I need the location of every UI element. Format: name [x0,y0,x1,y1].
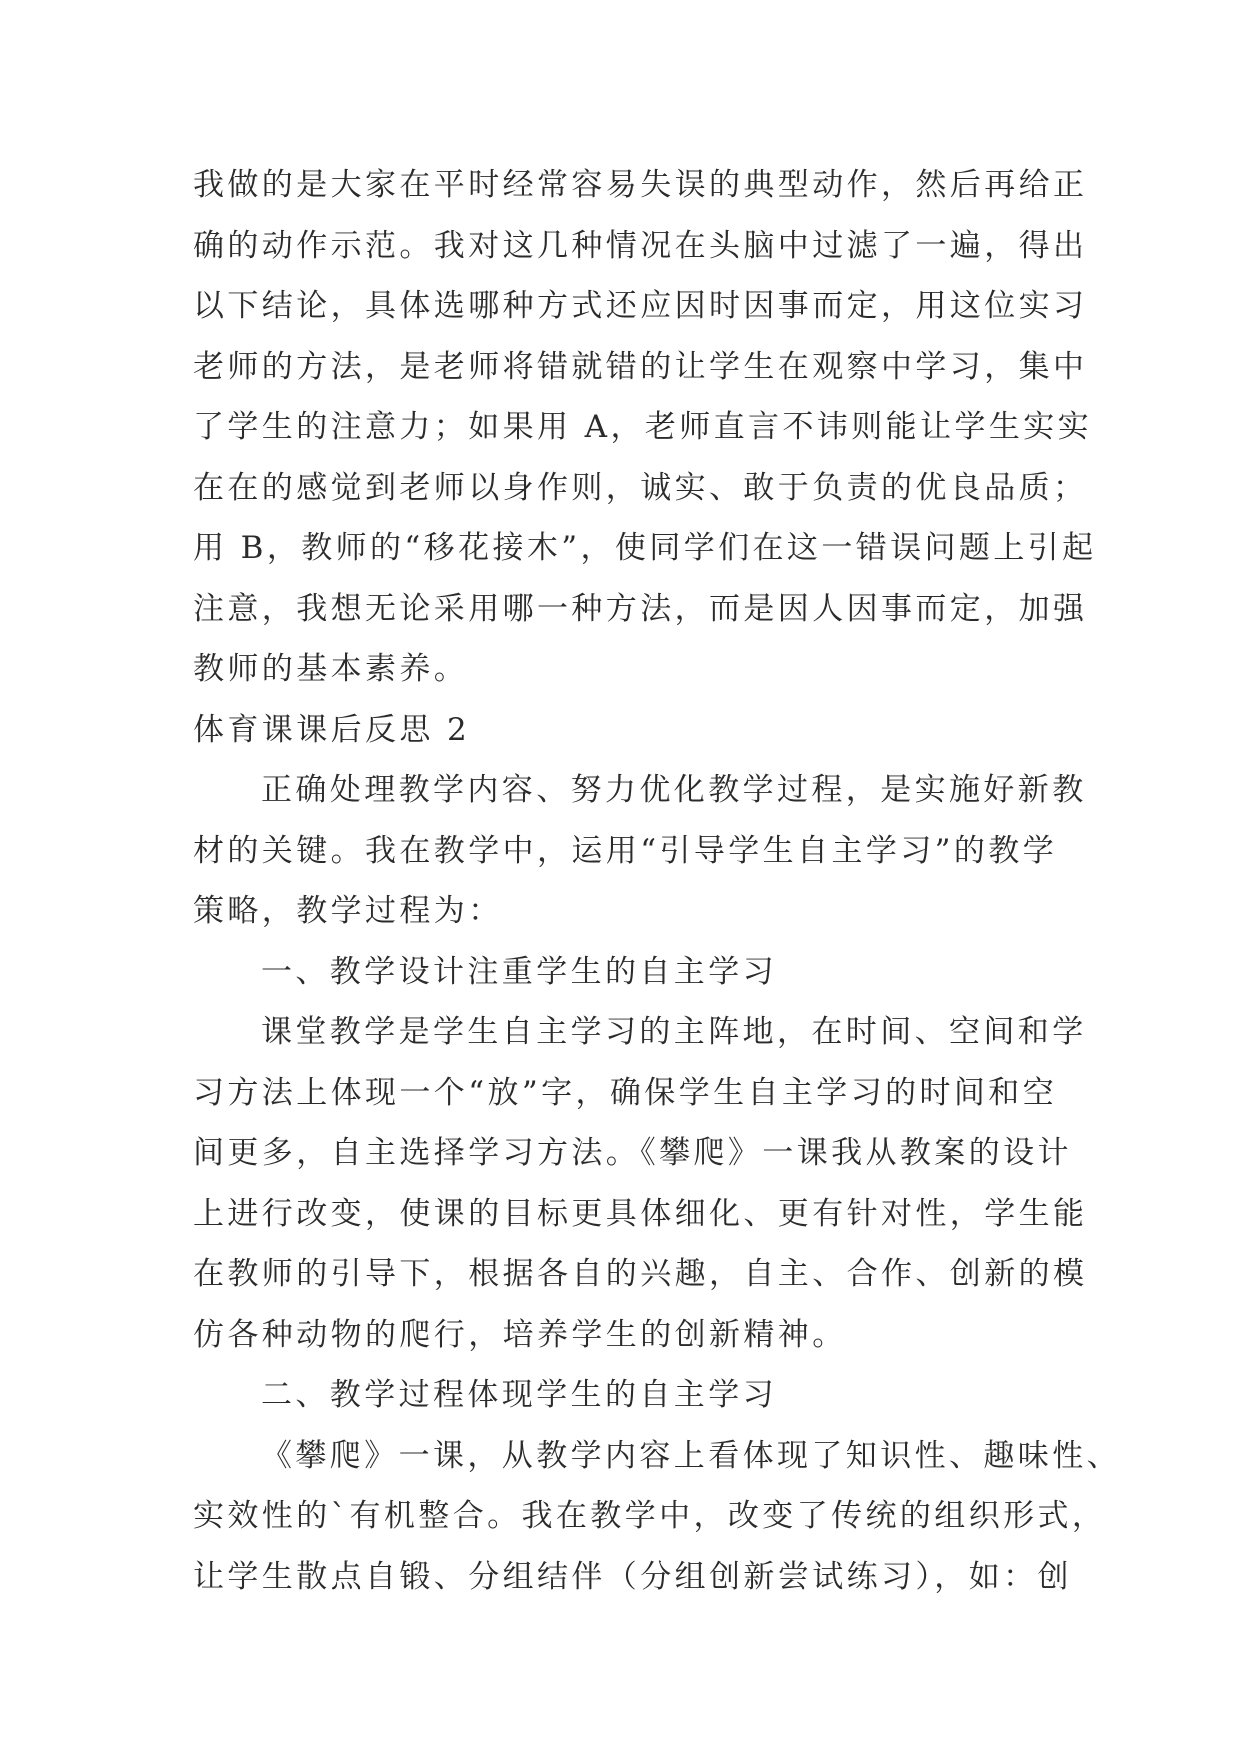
paragraph-line: 实效性的`有机整合。我在教学中，改变了传统的组织形式， [193,1498,1107,1534]
subsection-heading: 一、教学设计注重学生的自主学习 [261,953,777,990]
subsection-heading: 二、教学过程体现学生的自主学习 [261,1377,777,1413]
paragraph-line: 正确处理教学内容、努力优化教学过程，是实施好新教 [261,772,1087,808]
paragraph-line: 在教师的引导下，根据各自的兴趣，自主、合作、创新的模 [193,1256,1088,1292]
paragraph-line: 策略，教学过程为： [193,893,503,929]
document-body [193,155,1121,1607]
paragraph-line: 仿各种动物的爬行，培养学生的创新精神。 [193,1316,847,1353]
paragraph-line: 以下结论，具体选哪种方式还应因时因事而定，用这位实习 [193,288,1088,324]
paragraph-line: 间更多，自主选择学习方法。《攀爬》一课我从教案的设计 [193,1135,1072,1171]
paragraph-line: 上进行改变，使课的目标更具体细化、更有针对性，学生能 [193,1195,1088,1232]
paragraph-line: 在在的感觉到老师以身作则，诚实、敢于负责的优良品质； [193,469,1088,506]
paragraph-line: 《攀爬》一课，从教学内容上看体现了知识性、趣味性、 [261,1437,1121,1474]
paragraph-line: 用 B，教师的“移花接木”，使同学们在这一错误问题上引起 [193,530,1097,566]
paragraph-line: 材的关键。我在教学中，运用“引导学生自主学习”的教学 [193,832,1058,869]
paragraph-line: 让学生散点自锻、分组结伴（分组创新尝试练习），如：创 [193,1558,1072,1595]
paragraph-line: 了学生的注意力；如果用 A，老师直言不讳则能让学生实实 [193,409,1093,445]
paragraph-line: 教师的基本素养。 [193,651,469,687]
paragraph-line: 习方法上体现一个“放”字，确保学生自主学习的时间和空 [193,1074,1058,1111]
paragraph-line: 老师的方法，是老师将错就错的让学生在观察中学习，集中 [193,348,1088,385]
paragraph-line: 注意，我想无论采用哪一种方法，而是因人因事而定，加强 [193,590,1088,627]
paragraph-line: 确的动作示范。我对这几种情况在头脑中过滤了一遍，得出 [193,227,1088,264]
paragraph-line: 课堂教学是学生自主学习的主阵地，在时间、空间和学 [261,1014,1087,1050]
section-heading: 体育课课后反思 2 [193,711,471,748]
paragraph-line: 我做的是大家在平时经常容易失误的典型动作，然后再给正 [193,167,1088,203]
